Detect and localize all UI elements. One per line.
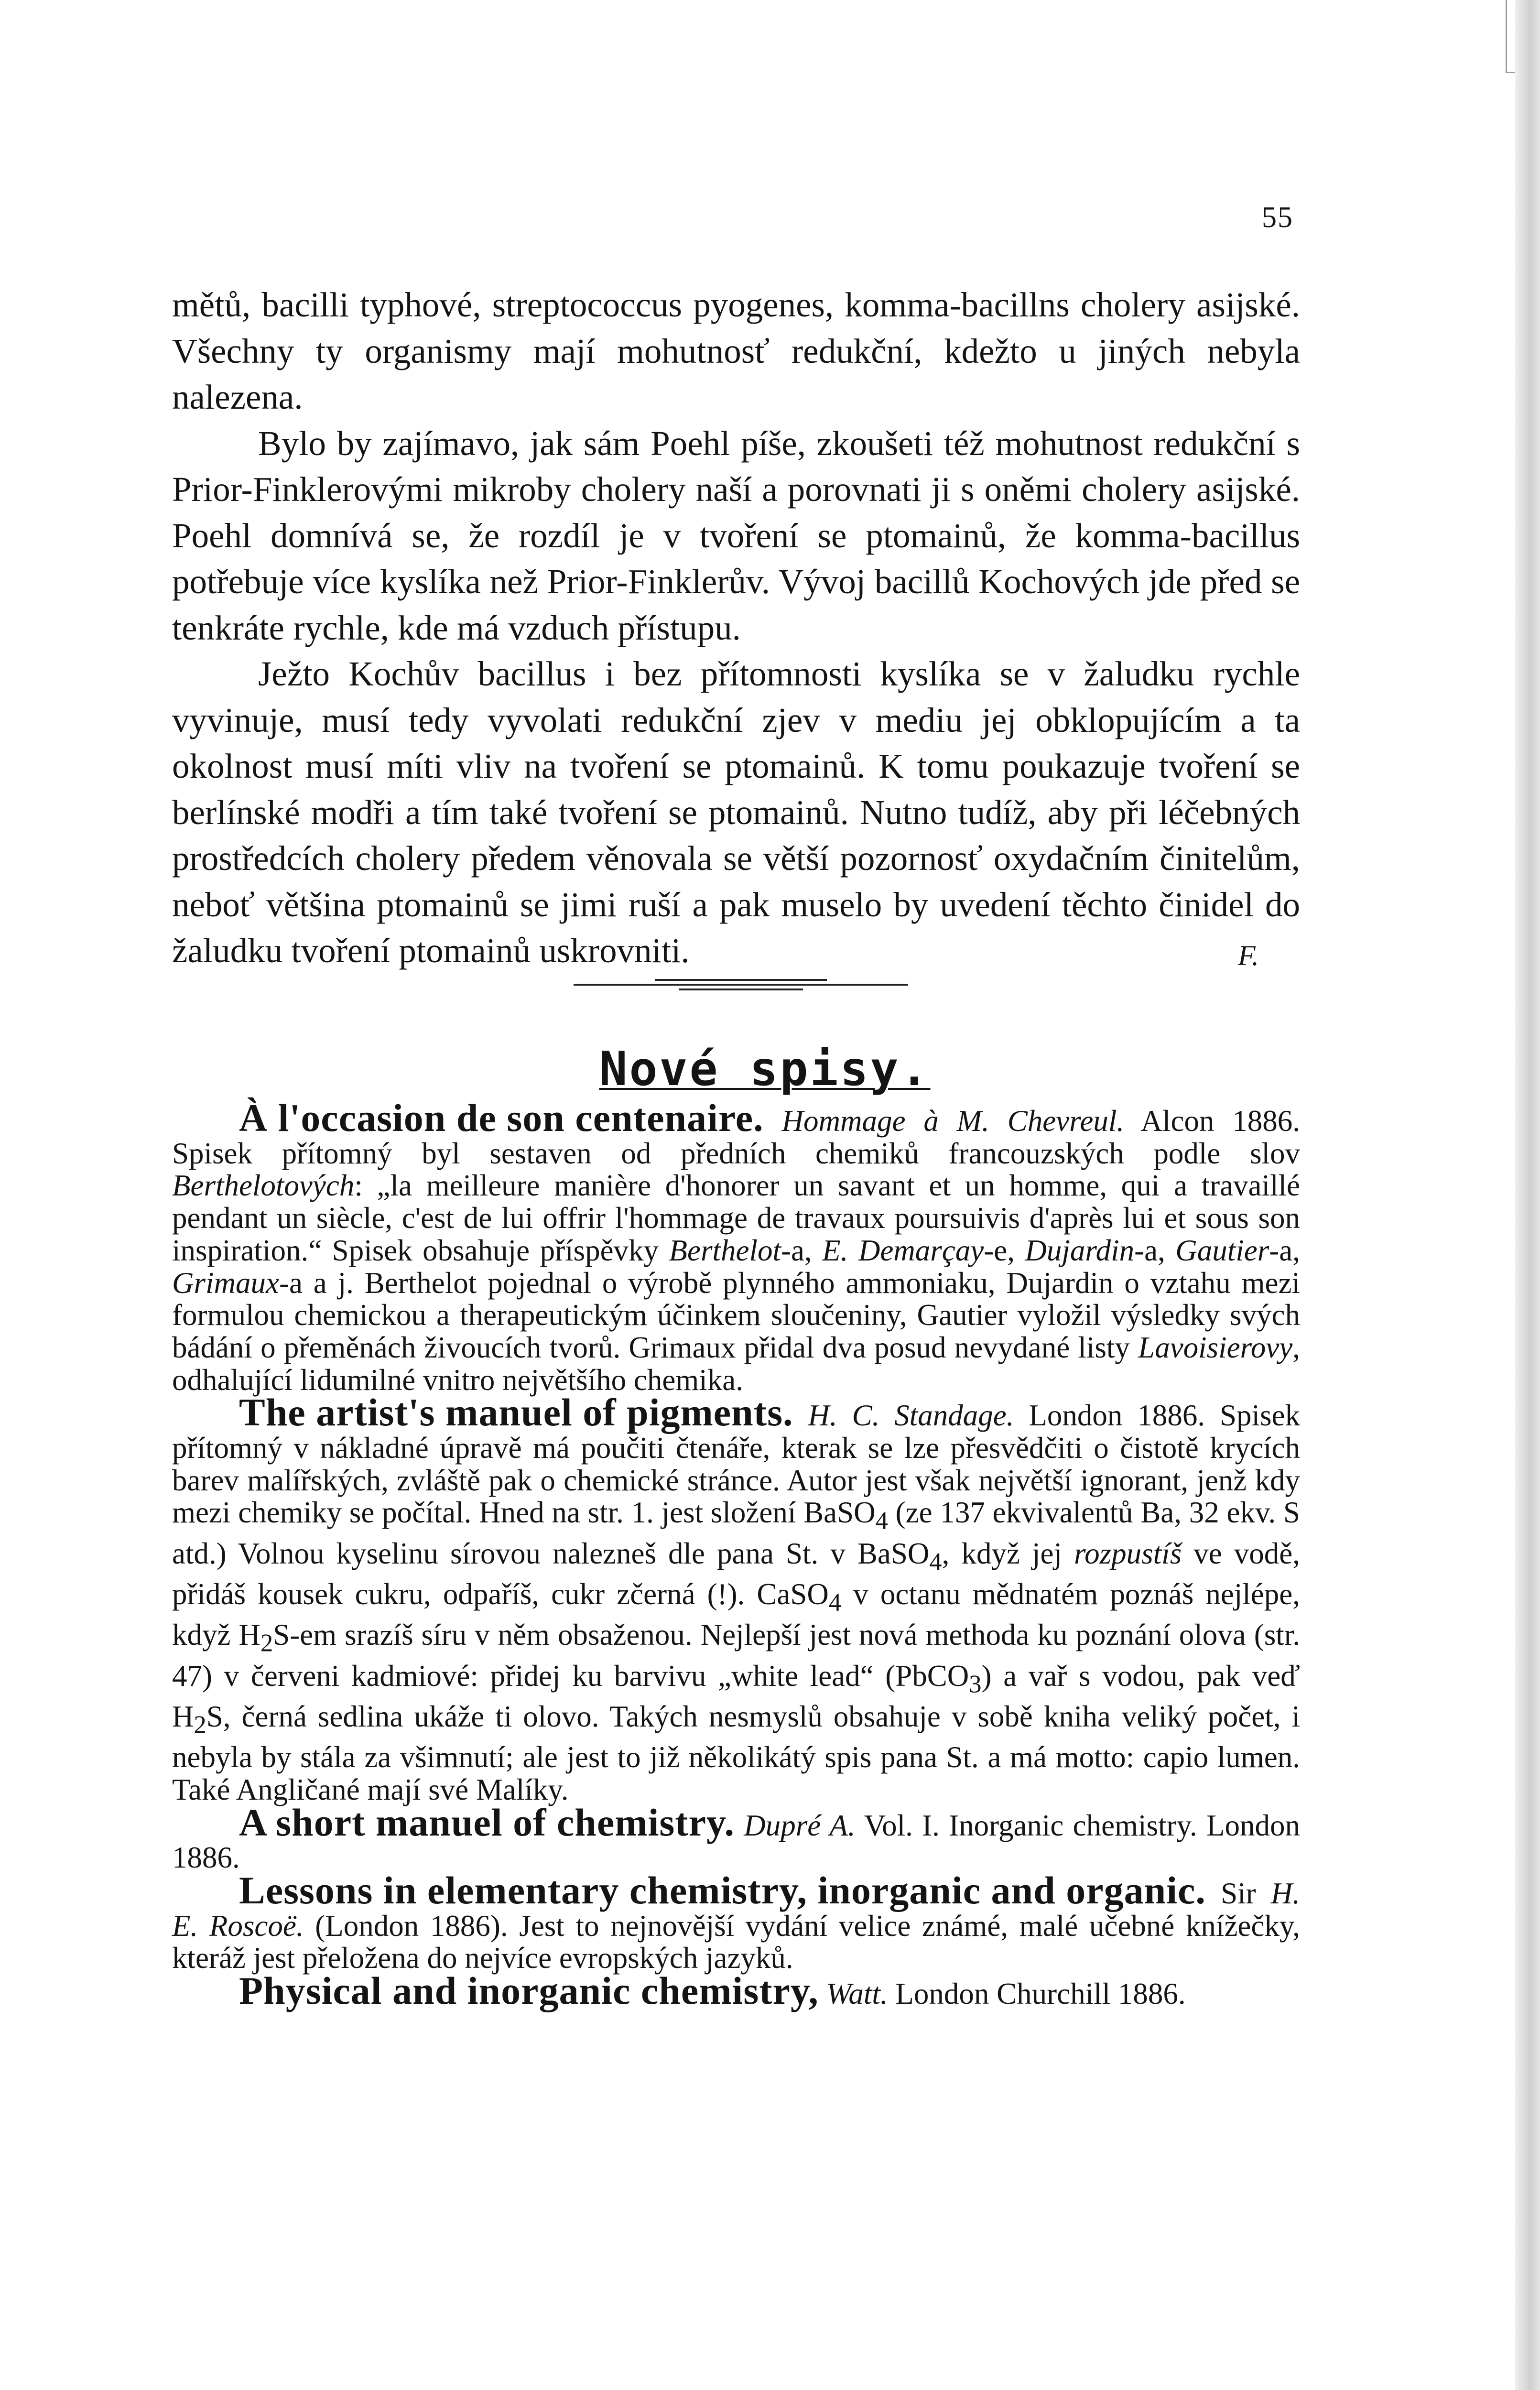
article-paragraph: Bylo by zajímavo, jak sám Poehl píše, zkoušeti též mohutnost redukční s Prior-Finklerovými mikroby cholery naší a porovnati ji s oněmi cholery asijské. Poehl domnívá se, že rozdíl je v tvoření se ptomainů, že komma-bacillus potřebuje více kyslíka než Prior-Finklerův. Vývoj bacillů Kochových jde před se tenkráte rychle, kde má vzduch přístupu.	[172, 424, 1300, 647]
book-text: -a,	[1269, 1233, 1300, 1267]
cited-name: Berthelotových	[172, 1169, 355, 1203]
book-text: ) a vař s vodou, pak veď H	[172, 1659, 1300, 1733]
book-text: (London 1886). Jest to nejnovější vydání velice známé, malé učebné knížečky, kteráž jest přeložena do nejvíce evropských jazyků.	[172, 1909, 1300, 1975]
divider-line	[655, 979, 827, 981]
book-entry	[172, 1869, 1300, 1975]
book-text: S, černá sedlina ukáže ti olovo. Takých nesmyslů obsahuje v sobě kniha veliký počet, i nebyla by stála za všimnutí; ale jest to již několikátý spis pana St. a má motto: capio lumen. Také Angličané mají své Malíky.	[172, 1699, 1300, 1806]
book-text: -e,	[984, 1233, 1025, 1267]
cited-name: Dujardin	[1025, 1233, 1135, 1267]
cited-name: Lavoisierovy	[1138, 1330, 1293, 1364]
subscript: 2	[194, 1711, 206, 1739]
book-entry	[172, 1391, 1301, 1806]
author-signature: F.	[1238, 940, 1259, 971]
book-text: London 1886. Spisek přítomný v nákladné úpravě má poučiti čtenáře, kterak se lze přesvědčiti o čistotě krycích barev malířských, zvláště pak o chemické stránce. Autor jest však největší ignorant, jenž kdy mezi chemiky se počítal. Hned na str. 1. jest složení BaSO	[172, 1399, 1301, 1530]
scan-page-edge	[1515, 0, 1540, 2390]
book-text: London Churchill 1886.	[888, 1977, 1186, 2011]
book-entry	[172, 1096, 1300, 1397]
book-entry	[172, 1800, 1301, 1875]
book-text: Sir	[1205, 1877, 1271, 1911]
subscript: 4	[828, 1588, 842, 1617]
book-text: -a,	[781, 1233, 823, 1267]
book-text: -a,	[1134, 1233, 1176, 1267]
page-number: 55	[1262, 201, 1293, 234]
cited-name: Berthelot	[669, 1233, 781, 1267]
book-text: Alcon 1886. Spisek přítomný byl sestaven od předních chemiků francouzských podle slov	[172, 1104, 1300, 1170]
book-text: ve vodě, přidáš kousek cukru, odpaříš, cukr zčerná (!). CaSO	[172, 1536, 1300, 1611]
book-title: Physical and inorganic chemistry,	[239, 1969, 819, 2013]
cited-name: E. Demarçay	[822, 1233, 984, 1267]
section-title: Nové spisy.	[599, 1042, 931, 1097]
article-body	[172, 282, 1300, 974]
cited-name: Grimaux	[172, 1266, 279, 1300]
book-entry	[172, 1969, 1300, 2013]
book-text: , když jej	[942, 1536, 1074, 1570]
book-title: Lessons in elementary chemistry, inorganic and organic.	[239, 1869, 1206, 1912]
book-text: : „la meilleure manière d'honorer un savant et un homme, qui a travaillé pendant un siècle, c'est de lui offrir l'hommage de travaux poursuivis d'après lui et sous son inspiration.“ Spisek obsahuje příspěvky	[172, 1169, 1300, 1267]
emphasis: rozpustíš	[1074, 1536, 1182, 1570]
book-text: Vol. I. Inorganic chemistry. London 1886.	[172, 1808, 1301, 1875]
book-author: Watt.	[826, 1977, 888, 2011]
book-author: Hommage à M. Chevreul.	[781, 1104, 1125, 1138]
book-title: A short manuel of chemistry.	[239, 1800, 735, 1844]
book-text: -a a j. Berthelot pojednal o výrobě plynného ammoniaku, Dujardin o vztahu mezi formulou chemickou a therapeutickým účinkem sloučeniny, Gautier vyložil výsledky svých bádání o přeměnách živoucích tvorů. Grimaux přidal dva posud nevydané listy	[172, 1266, 1300, 1364]
subscript: 4	[875, 1507, 888, 1535]
article-paragraph: mětů, bacilli typhové, streptococcus pyogenes, komma-bacillns cholery asijské. Všechny ty organismy mají mohutnosť redukční, kdežto u jiných nebyla nalezena.	[172, 285, 1300, 416]
subscript: 3	[969, 1670, 982, 1698]
section-divider	[574, 975, 908, 994]
book-title: The artist's manuel of pigments.	[239, 1391, 793, 1434]
book-author: H. E. Roscoë.	[172, 1877, 1300, 1943]
book-title: À l'occasion de son centenaire.	[239, 1096, 764, 1140]
article-paragraph: Ježto Kochův bacillus i bez přítomnosti kyslíka se v žaludku rychle vyvinuje, musí tedy vyvolati redukční zjev v mediu jej obklopujícím a ta okolnost musí míti vliv na tvoření se ptomainů. K tomu poukazuje tvoření se berlínské modři a tím také tvoření se ptomainů. Nutno tudíž, aby při léčebných prostředcích cholery předem věnovala se větší pozornosť oxydačním činitelům, neboť většina ptomainů se jimi ruší a pak muselo by uvedení těchto činidel do žaludku tvoření ptomainů uskrovniti.	[172, 654, 1300, 970]
book-author: H. C. Standage.	[808, 1399, 1014, 1433]
book-text: S-em srazíš síru v něm obsaženou. Nejlepší jest nová methoda ku poznání olova (str. 47) v červeni kadmiové: přidej ku barvivu „white lead“ (PbCO	[172, 1618, 1300, 1693]
book-text: , odhalující lidumilné vnitro největšího chemika.	[172, 1330, 1300, 1397]
cited-name: Gautier	[1175, 1233, 1269, 1267]
subscript: 2	[260, 1629, 273, 1657]
divider-line	[574, 984, 908, 986]
book-text: v octanu mědnatém poznáš nejlépe, když H	[172, 1577, 1300, 1652]
book-author: Dupré A.	[744, 1808, 856, 1842]
book-text: (ze 137 ekvivalentů Ba, 32 ekv. S atd.) Volnou kyselinu sírovou nalezneš dle pana St. v BaSO	[172, 1496, 1300, 1570]
divider-line	[679, 989, 803, 990]
book-reviews	[172, 1096, 1301, 2013]
subscript: 4	[929, 1548, 942, 1576]
